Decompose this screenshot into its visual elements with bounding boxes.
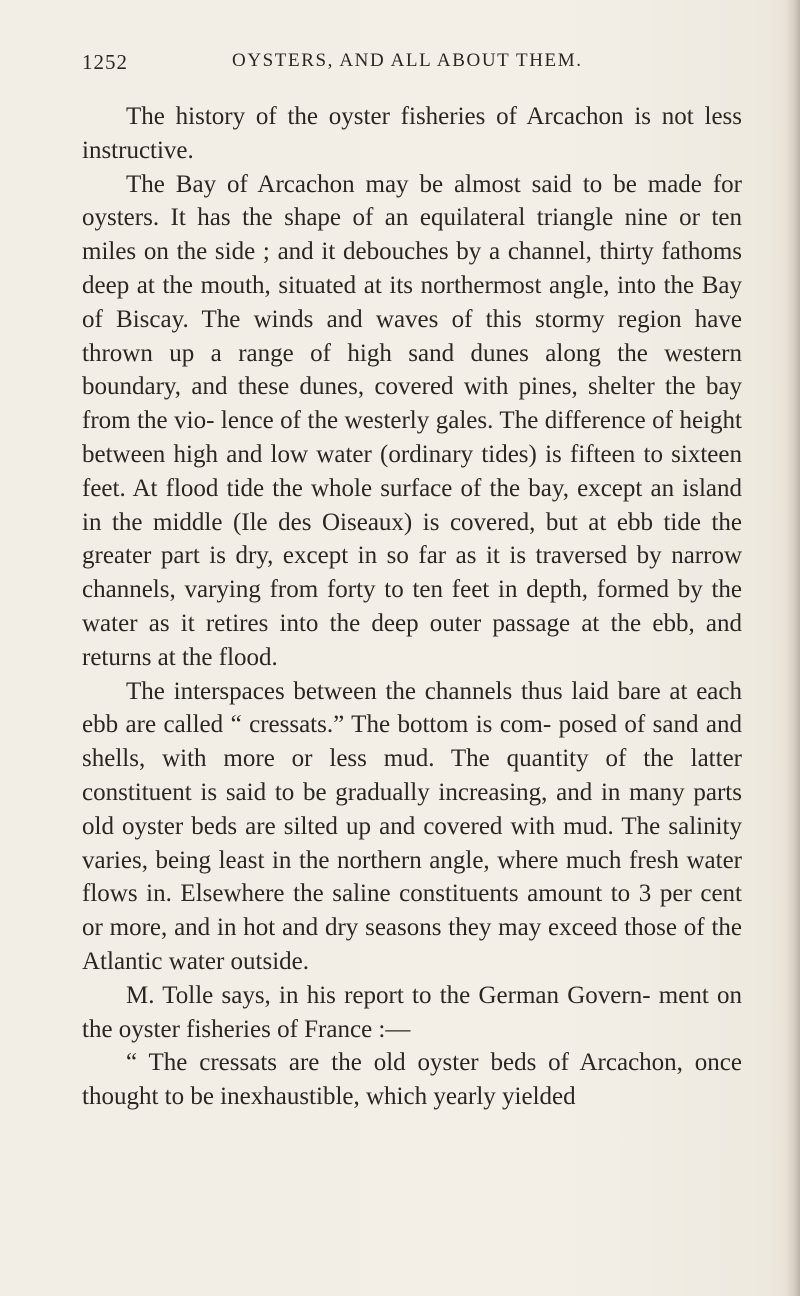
page-number: 1252 <box>82 50 128 74</box>
paragraph-quotation: “ The cressats are the old oyster beds of Arcachon, once thought to be inexhaustible, which yearly yielded <box>82 1049 742 1111</box>
page-header <box>82 50 782 84</box>
running-title: OYSTERS, AND ALL ABOUT THEM. <box>232 50 583 71</box>
paragraph-cressats: The interspaces between the channels thus laid bare at each ebb are called “ cressats.” The bottom is com- posed of sand and shells, with more or less mud. The quantity of the latter constituent is said to be gradually increasing, and in many parts old oyster beds are silted up and covered with mud. The salinity varies, being least in the northern angle, where much fresh water flows in. Elsewhere the saline constituents amount to 3 per cent or more, and in hot and dry seasons they may exceed those of the Atlantic water outside. <box>82 677 742 975</box>
paragraph-bay-description: The Bay of Arcachon may be almost said to be made for oysters. It has the shape of an equilateral triangle nine or ten miles on the side ; and it debouches by a channel, thirty fathoms deep at the mouth, situated at its northermost angle, into the Bay of Biscay. The winds and waves of this stormy region have thrown up a range of high sand dunes along the western boundary, and these dunes, covered with pines, shelter the bay from the vio- lence of the westerly gales. The difference of height between high and low water (ordinary tides) is fifteen to sixteen feet. At flood tide the whole surface of the bay, except an island in the middle (Ile des Oiseaux) is covered, but at ebb tide the greater part is dry, except in so far as it is traversed by narrow channels, varying from forty to ten feet in depth, formed by the water as it retires into the deep outer passage at the ebb, and returns at the flood. <box>82 170 742 671</box>
paragraph-intro: The history of the oyster fisheries of Arcachon is not less instructive. <box>82 103 742 164</box>
body-text <box>82 100 742 1114</box>
paragraph-tolle-report: M. Tolle says, in his report to the German Govern- ment on the oyster fisheries of France :— <box>82 981 742 1043</box>
page-edge-shadow <box>786 0 800 1296</box>
